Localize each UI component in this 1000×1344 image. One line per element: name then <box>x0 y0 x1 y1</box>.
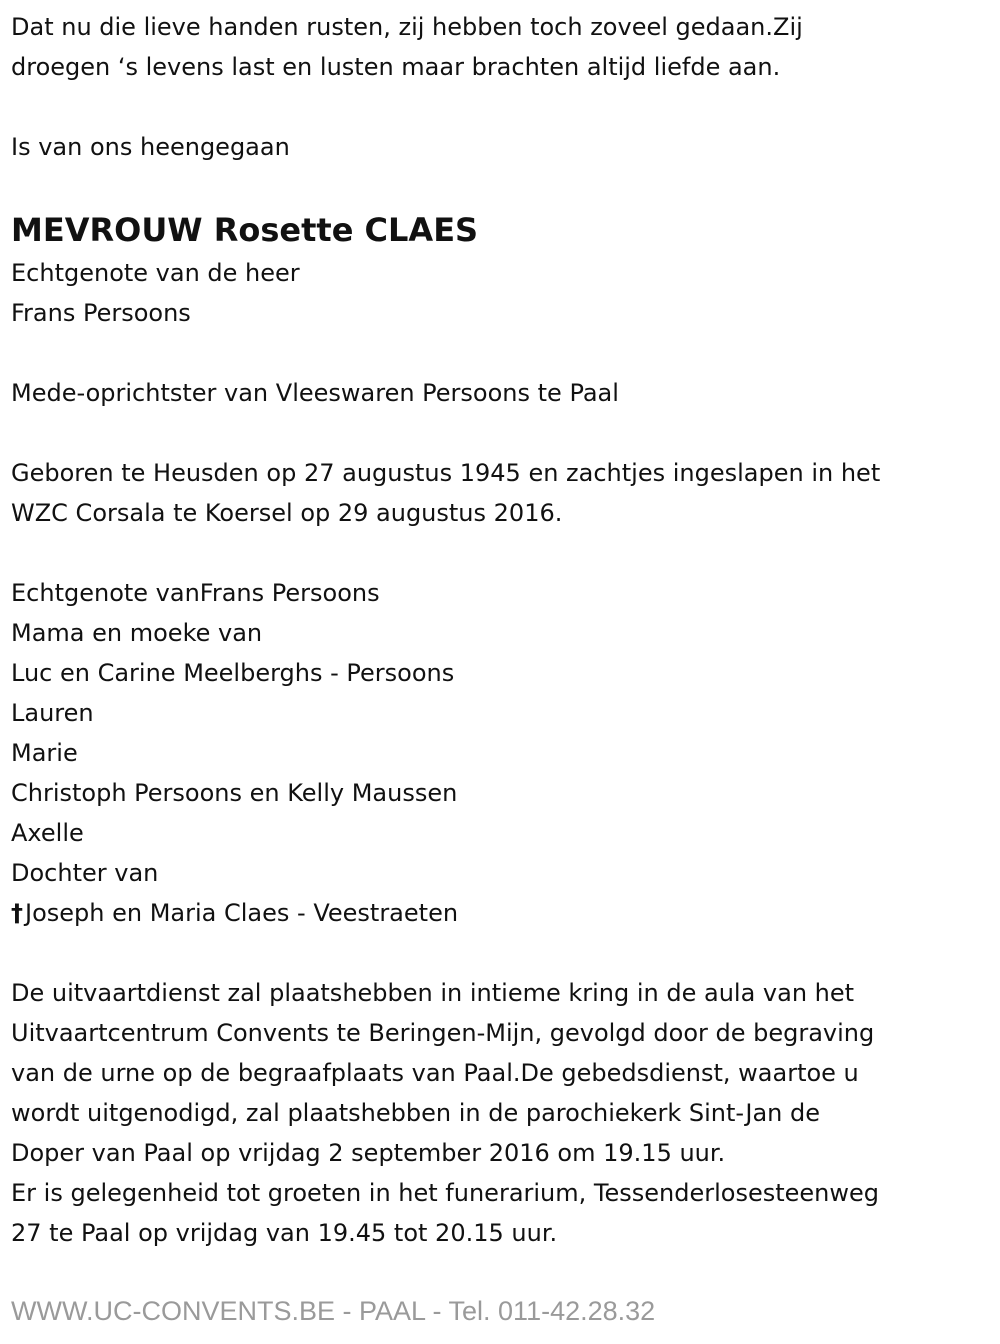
spouse-line: Echtgenote van de heer <box>11 259 300 287</box>
family-line: Lauren <box>11 699 94 727</box>
family-line: Mama en moeke van <box>11 619 263 647</box>
service-line: wordt uitgenodigd, zal plaatshebben in de parochiekerk Sint-Jan de <box>11 1099 821 1127</box>
footer-contact: WWW.UC-CONVENTS.BE - PAAL - Tel. 011-42.28.32 <box>11 1296 656 1326</box>
family-line: Dochter van <box>11 859 159 887</box>
service-line: 27 te Paal op vrijdag van 19.45 tot 20.15 uur. <box>11 1219 558 1247</box>
verse-line: Dat nu die lieve handen rusten, zij hebben toch zoveel gedaan.Zij <box>11 13 803 41</box>
deceased-name: MEVROUW Rosette CLAES <box>11 211 479 249</box>
verse-line: droegen ‘s levens last en lusten maar brachten altijd liefde aan. <box>11 53 781 81</box>
obituary-text <box>11 7 990 1253</box>
service-line: van de urne op de begraafplaats van Paal.De gebedsdienst, waartoe u <box>11 1059 859 1087</box>
service-line: De uitvaartdienst zal plaatshebben in intieme kring in de aula van het <box>11 979 855 1007</box>
spouse-line: Frans Persoons <box>11 299 191 327</box>
family-line: Axelle <box>11 819 84 847</box>
service-line: Er is gelegenheid tot groeten in het funerarium, Tessenderlosesteenweg <box>11 1179 880 1207</box>
intro-text: Is van ons heengegaan <box>11 133 290 161</box>
family-line: Luc en Carine Meelberghs - Persoons <box>11 659 455 687</box>
birth-death-line: WZC Corsala te Koersel op 29 augustus 2016. <box>11 499 563 527</box>
parents-text: Joseph en Maria Claes - Veestraeten <box>25 899 459 927</box>
family-line: Marie <box>11 739 78 767</box>
family-line: Christoph Persoons en Kelly Maussen <box>11 779 458 807</box>
service-line: Uitvaartcentrum Convents te Beringen-Mijn, gevolgd door de begraving <box>11 1019 875 1047</box>
role-text: Mede-oprichtster van Vleeswaren Persoons te Paal <box>11 379 619 407</box>
parents-line <box>11 893 990 933</box>
birth-death-line: Geboren te Heusden op 27 augustus 1945 en zachtjes ingeslapen in het <box>11 459 881 487</box>
service-line: Doper van Paal op vrijdag 2 september 2016 om 19.15 uur. <box>11 1139 726 1167</box>
family-line: Echtgenote vanFrans Persoons <box>11 579 380 607</box>
cross-icon: † <box>11 899 23 927</box>
